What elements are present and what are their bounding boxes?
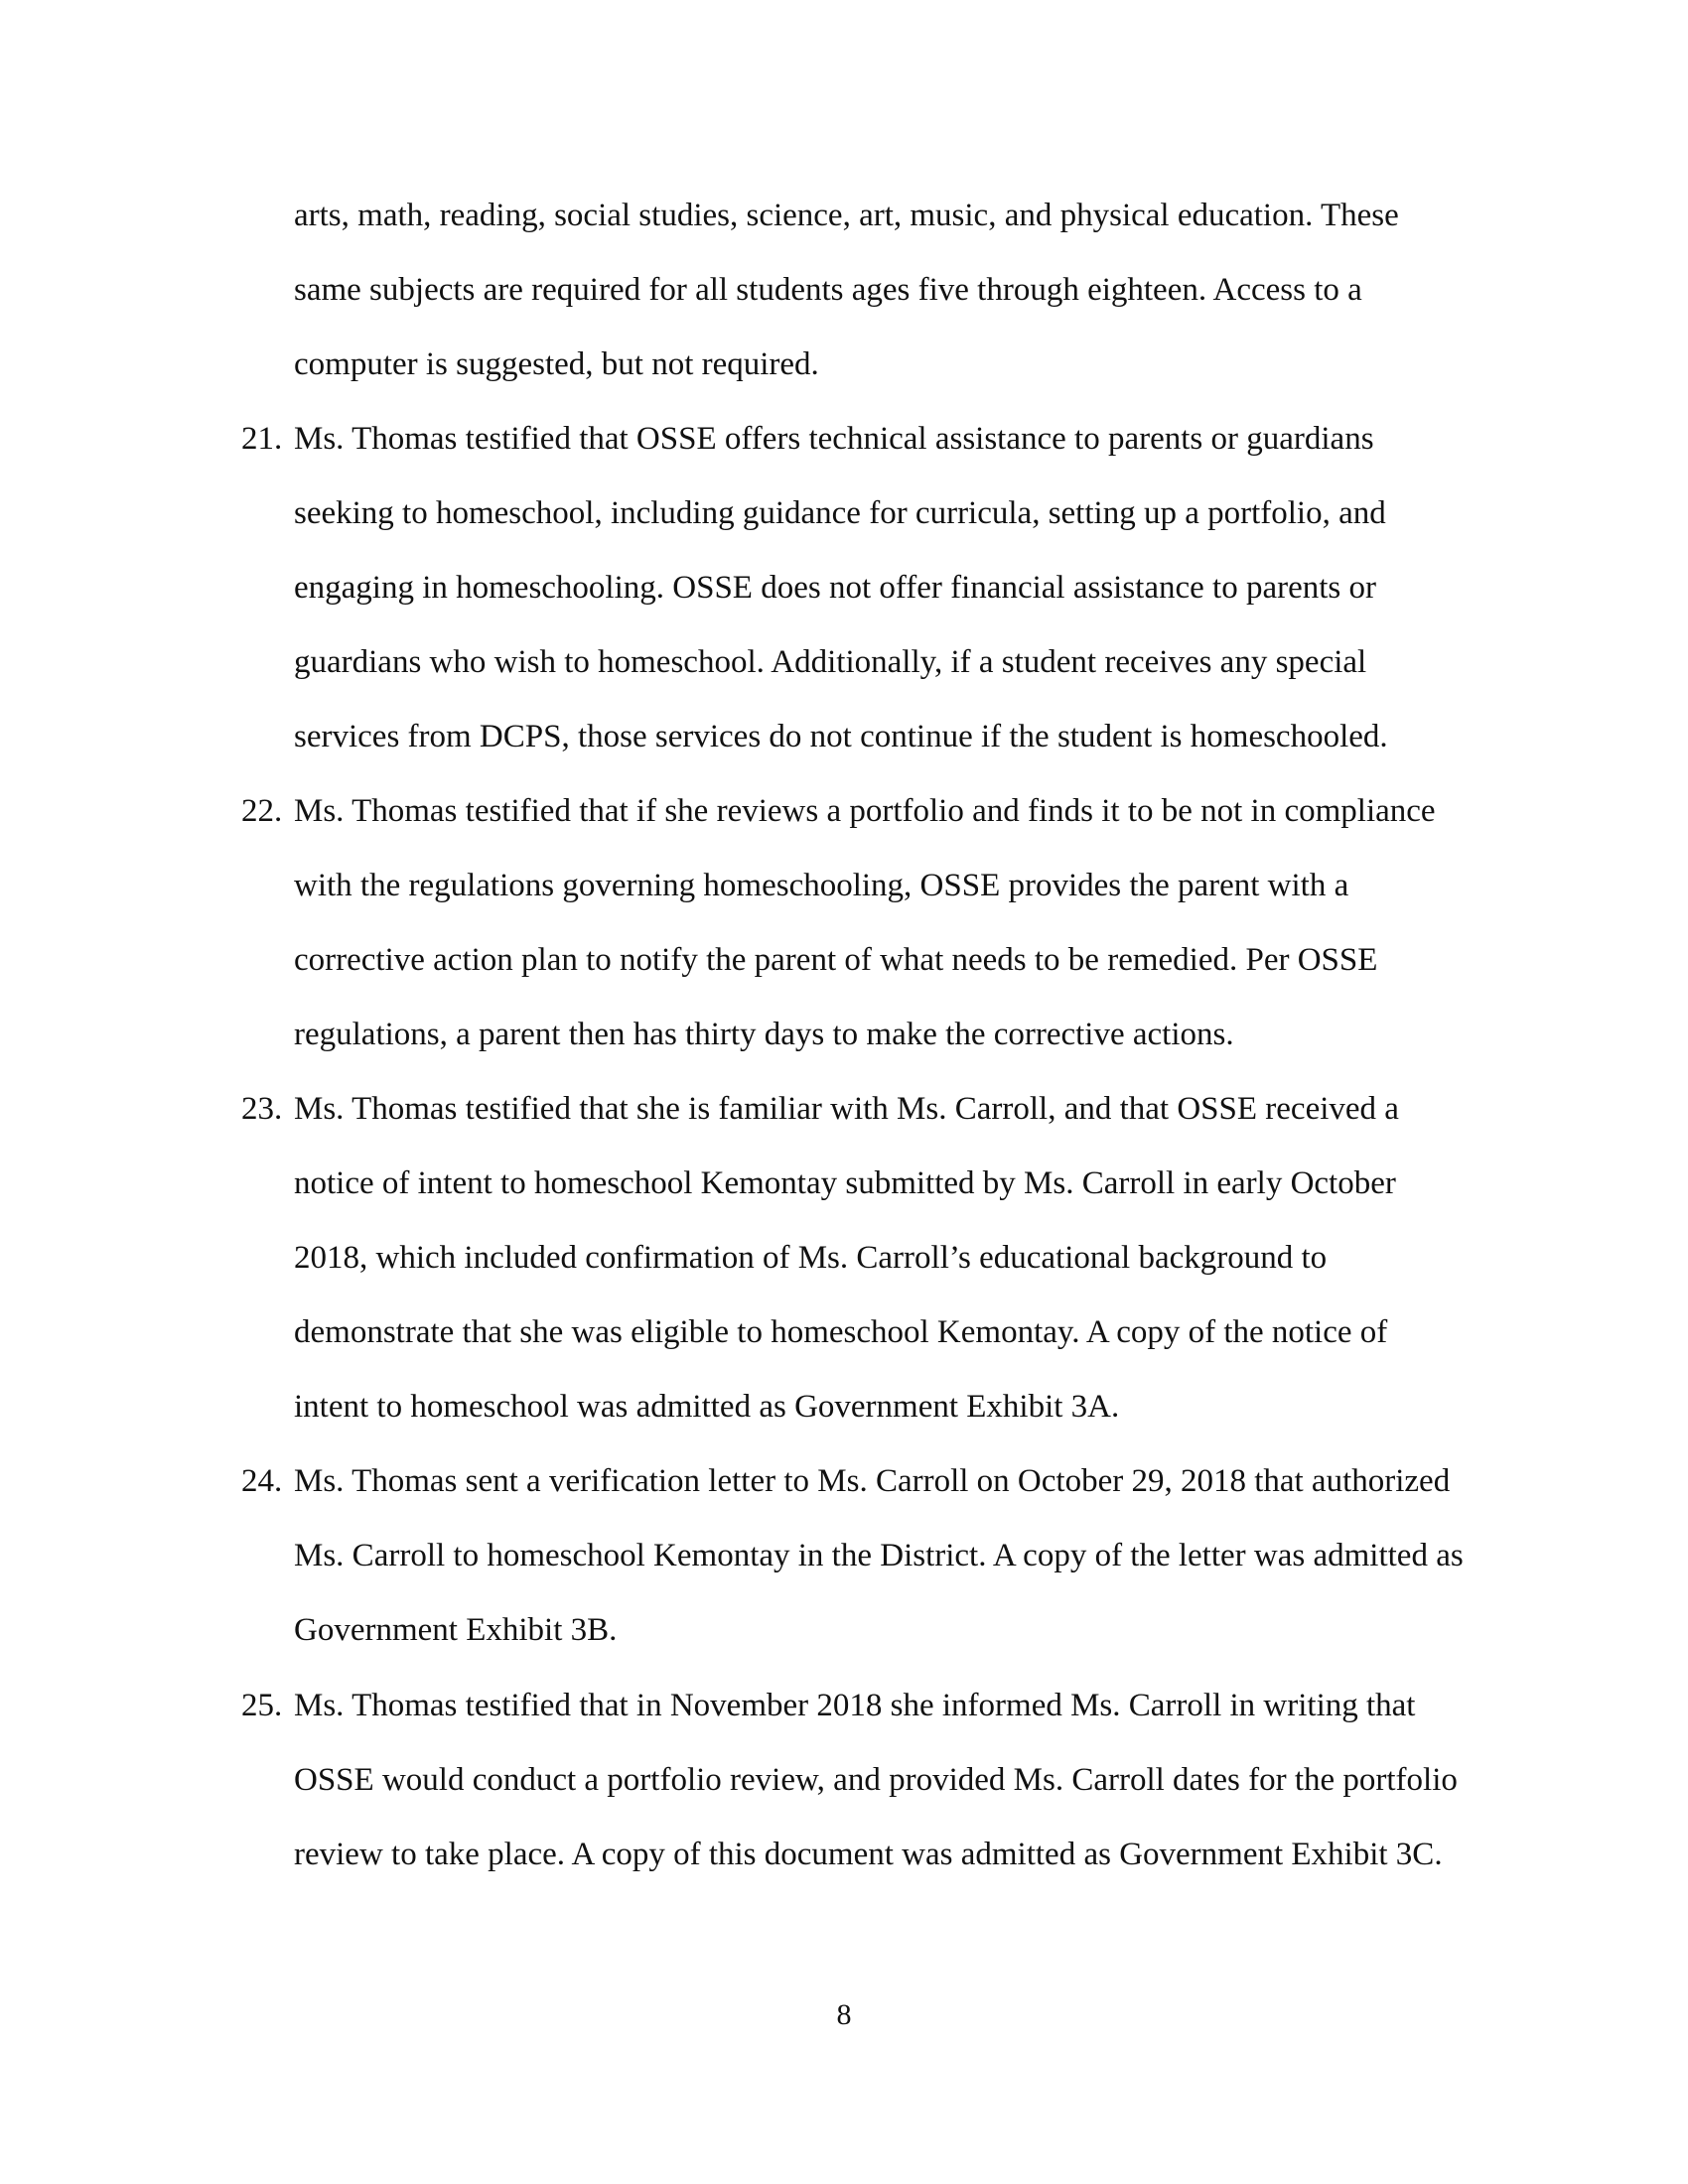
paragraph-line: review to take place. A copy of this document was admitted as Government Exhibit 3C. bbox=[294, 1837, 1443, 1872]
paragraph-line: Ms. Thomas testified that in November 2018 she informed Ms. Carroll in writing that bbox=[294, 1688, 1416, 1723]
paragraph-line: corrective action plan to notify the parent of what needs to be remedied. Per OSSE bbox=[294, 942, 1378, 978]
paragraph-number: 22. bbox=[241, 793, 283, 829]
paragraph-line: regulations, a parent then has thirty days to make the corrective actions. bbox=[294, 1017, 1234, 1052]
paragraph-line: Ms. Thomas testified that she is familiar with Ms. Carroll, and that OSSE received a bbox=[294, 1091, 1399, 1127]
paragraph-number: 21. bbox=[241, 421, 283, 457]
paragraph-number: 23. bbox=[241, 1091, 283, 1127]
paragraph-line: Ms. Carroll to homeschool Kemontay in the District. A copy of the letter was admitted as bbox=[294, 1538, 1464, 1573]
page-number: 8 bbox=[836, 1998, 852, 2031]
continuation-line: arts, math, reading, social studies, science, art, music, and physical education. These bbox=[294, 198, 1399, 233]
paragraph-line: OSSE would conduct a portfolio review, and provided Ms. Carroll dates for the portfolio bbox=[294, 1762, 1458, 1798]
paragraph-number: 24. bbox=[241, 1463, 283, 1499]
paragraph-line: Government Exhibit 3B. bbox=[294, 1612, 618, 1648]
paragraph-line: Ms. Thomas testified that OSSE offers technical assistance to parents or guardians bbox=[294, 421, 1374, 457]
paragraph-line: guardians who wish to homeschool. Additionally, if a student receives any special bbox=[294, 644, 1367, 680]
continuation-line: computer is suggested, but not required. bbox=[294, 346, 819, 382]
paragraph-line: engaging in homeschooling. OSSE does not offer financial assistance to parents or bbox=[294, 570, 1376, 606]
paragraph-line: Ms. Thomas testified that if she reviews a portfolio and finds it to be not in compliance bbox=[294, 793, 1436, 829]
paragraph-line: with the regulations governing homeschooling, OSSE provides the parent with a bbox=[294, 868, 1349, 903]
paragraph-line: intent to homeschool was admitted as Government Exhibit 3A. bbox=[294, 1389, 1120, 1425]
paragraph-line: Ms. Thomas sent a verification letter to Ms. Carroll on October 29, 2018 that authorized bbox=[294, 1463, 1451, 1499]
continuation-line: same subjects are required for all students ages five through eighteen. Access to a bbox=[294, 272, 1362, 308]
paragraph-line: notice of intent to homeschool Kemontay submitted by Ms. Carroll in early October bbox=[294, 1165, 1396, 1201]
paragraph-line: seeking to homeschool, including guidance for curricula, setting up a portfolio, and bbox=[294, 495, 1386, 531]
paragraph-line: demonstrate that she was eligible to homeschool Kemontay. A copy of the notice of bbox=[294, 1314, 1388, 1350]
paragraph-line: 2018, which included confirmation of Ms. Carroll’s educational background to bbox=[294, 1240, 1328, 1276]
paragraph-number: 25. bbox=[241, 1688, 283, 1723]
paragraph-line: services from DCPS, those services do not continue if the student is homeschooled. bbox=[294, 719, 1388, 754]
